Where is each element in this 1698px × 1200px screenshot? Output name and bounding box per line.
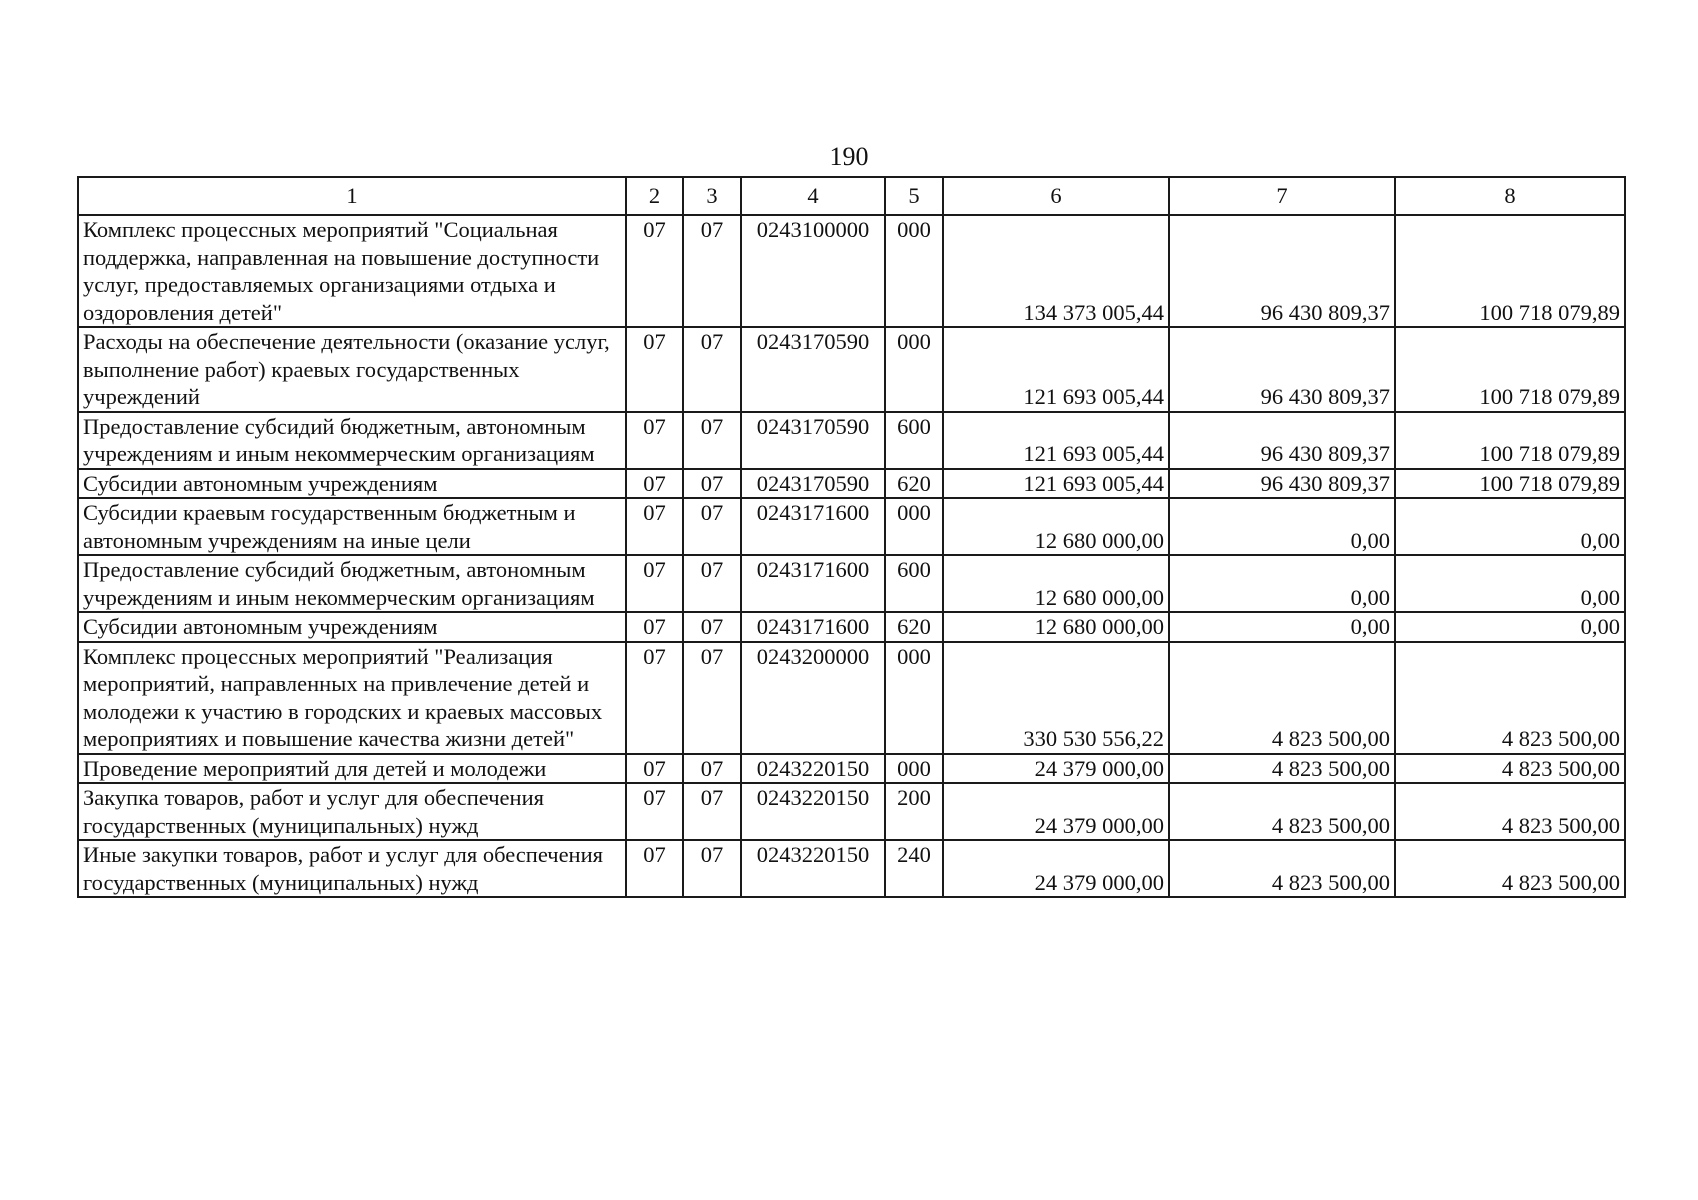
expense-type-code: 000 — [885, 642, 943, 754]
amount-col-8: 4 823 500,00 — [1395, 754, 1625, 784]
table-row — [78, 783, 1625, 840]
amount-col-6: 12 680 000,00 — [943, 612, 1169, 642]
table-row — [78, 840, 1625, 897]
row-name: Субсидии автономным учреждениям — [78, 469, 626, 499]
table-row — [78, 469, 1625, 499]
amount-col-7: 4 823 500,00 — [1169, 840, 1395, 897]
amount-col-6: 12 680 000,00 — [943, 555, 1169, 612]
amount-col-8: 100 718 079,89 — [1395, 327, 1625, 412]
section-code: 07 — [626, 327, 683, 412]
target-article-code: 0243170590 — [741, 327, 885, 412]
table-row — [78, 555, 1625, 612]
header-col-1: 1 — [78, 177, 626, 215]
target-article-code: 0243170590 — [741, 412, 885, 469]
table-row — [78, 754, 1625, 784]
header-col-8: 8 — [1395, 177, 1625, 215]
amount-col-7: 0,00 — [1169, 498, 1395, 555]
amount-col-6: 24 379 000,00 — [943, 754, 1169, 784]
header-col-5: 5 — [885, 177, 943, 215]
subsection-code: 07 — [683, 469, 741, 499]
expense-type-code: 000 — [885, 754, 943, 784]
section-code: 07 — [626, 642, 683, 754]
table-row — [78, 498, 1625, 555]
subsection-code: 07 — [683, 783, 741, 840]
row-name: Субсидии краевым государственным бюджетным и автономным учреждениям на иные цели — [78, 498, 626, 555]
target-article-code: 0243200000 — [741, 642, 885, 754]
amount-col-7: 4 823 500,00 — [1169, 642, 1395, 754]
target-article-code: 0243220150 — [741, 840, 885, 897]
section-code: 07 — [626, 754, 683, 784]
amount-col-7: 96 430 809,37 — [1169, 215, 1395, 327]
subsection-code: 07 — [683, 327, 741, 412]
header-col-2: 2 — [626, 177, 683, 215]
row-name: Закупка товаров, работ и услуг для обеспечения государственных (муниципальных) нужд — [78, 783, 626, 840]
section-code: 07 — [626, 412, 683, 469]
header-col-4: 4 — [741, 177, 885, 215]
expense-type-code: 200 — [885, 783, 943, 840]
amount-col-8: 4 823 500,00 — [1395, 642, 1625, 754]
budget-table — [77, 176, 1626, 898]
amount-col-8: 100 718 079,89 — [1395, 215, 1625, 327]
target-article-code: 0243171600 — [741, 612, 885, 642]
target-article-code: 0243170590 — [741, 469, 885, 499]
row-name: Расходы на обеспечение деятельности (оказание услуг, выполнение работ) краевых государственных учреждений — [78, 327, 626, 412]
subsection-code: 07 — [683, 215, 741, 327]
row-name: Субсидии автономным учреждениям — [78, 612, 626, 642]
amount-col-6: 24 379 000,00 — [943, 783, 1169, 840]
subsection-code: 07 — [683, 498, 741, 555]
row-name: Комплекс процессных мероприятий "Социальная поддержка, направленная на повышение доступности услуг, предоставляемых организациями отдыха и оздоровления детей" — [78, 215, 626, 327]
amount-col-8: 4 823 500,00 — [1395, 783, 1625, 840]
amount-col-6: 121 693 005,44 — [943, 327, 1169, 412]
amount-col-7: 0,00 — [1169, 612, 1395, 642]
section-code: 07 — [626, 498, 683, 555]
row-name: Иные закупки товаров, работ и услуг для обеспечения государственных (муниципальных) нужд — [78, 840, 626, 897]
header-col-3: 3 — [683, 177, 741, 215]
expense-type-code: 000 — [885, 327, 943, 412]
section-code: 07 — [626, 783, 683, 840]
amount-col-8: 0,00 — [1395, 612, 1625, 642]
subsection-code: 07 — [683, 555, 741, 612]
section-code: 07 — [626, 555, 683, 612]
amount-col-7: 4 823 500,00 — [1169, 754, 1395, 784]
row-name: Проведение мероприятий для детей и молодежи — [78, 754, 626, 784]
section-code: 07 — [626, 215, 683, 327]
row-name: Предоставление субсидий бюджетным, автономным учреждениям и иным некоммерческим организациям — [78, 555, 626, 612]
expense-type-code: 600 — [885, 412, 943, 469]
table-row — [78, 215, 1625, 327]
expense-type-code: 620 — [885, 612, 943, 642]
amount-col-6: 330 530 556,22 — [943, 642, 1169, 754]
subsection-code: 07 — [683, 612, 741, 642]
table-row — [78, 612, 1625, 642]
table-row — [78, 412, 1625, 469]
target-article-code: 0243220150 — [741, 783, 885, 840]
amount-col-6: 24 379 000,00 — [943, 840, 1169, 897]
amount-col-7: 96 430 809,37 — [1169, 469, 1395, 499]
amount-col-6: 121 693 005,44 — [943, 412, 1169, 469]
amount-col-6: 12 680 000,00 — [943, 498, 1169, 555]
expense-type-code: 000 — [885, 215, 943, 327]
expense-type-code: 620 — [885, 469, 943, 499]
amount-col-7: 4 823 500,00 — [1169, 783, 1395, 840]
amount-col-7: 0,00 — [1169, 555, 1395, 612]
row-name: Предоставление субсидий бюджетным, автономным учреждениям и иным некоммерческим организациям — [78, 412, 626, 469]
amount-col-8: 0,00 — [1395, 555, 1625, 612]
amount-col-8: 100 718 079,89 — [1395, 412, 1625, 469]
amount-col-7: 96 430 809,37 — [1169, 327, 1395, 412]
target-article-code: 0243171600 — [741, 555, 885, 612]
amount-col-8: 100 718 079,89 — [1395, 469, 1625, 499]
header-col-6: 6 — [943, 177, 1169, 215]
amount-col-6: 134 373 005,44 — [943, 215, 1169, 327]
page-number: 190 — [829, 142, 869, 171]
amount-col-6: 121 693 005,44 — [943, 469, 1169, 499]
section-code: 07 — [626, 612, 683, 642]
expense-type-code: 600 — [885, 555, 943, 612]
table-row — [78, 642, 1625, 754]
amount-col-8: 0,00 — [1395, 498, 1625, 555]
subsection-code: 07 — [683, 840, 741, 897]
subsection-code: 07 — [683, 412, 741, 469]
expense-type-code: 000 — [885, 498, 943, 555]
subsection-code: 07 — [683, 754, 741, 784]
table-row — [78, 327, 1625, 412]
amount-col-7: 96 430 809,37 — [1169, 412, 1395, 469]
target-article-code: 0243100000 — [741, 215, 885, 327]
target-article-code: 0243220150 — [741, 754, 885, 784]
expense-type-code: 240 — [885, 840, 943, 897]
target-article-code: 0243171600 — [741, 498, 885, 555]
section-code: 07 — [626, 469, 683, 499]
subsection-code: 07 — [683, 642, 741, 754]
section-code: 07 — [626, 840, 683, 897]
row-name: Комплекс процессных мероприятий "Реализация мероприятий, направленных на привлечение детей и молодежи к участию в городских и краевых массовых мероприятиях и повышение качества жизни детей" — [78, 642, 626, 754]
header-col-7: 7 — [1169, 177, 1395, 215]
amount-col-8: 4 823 500,00 — [1395, 840, 1625, 897]
header-row — [78, 177, 1625, 215]
